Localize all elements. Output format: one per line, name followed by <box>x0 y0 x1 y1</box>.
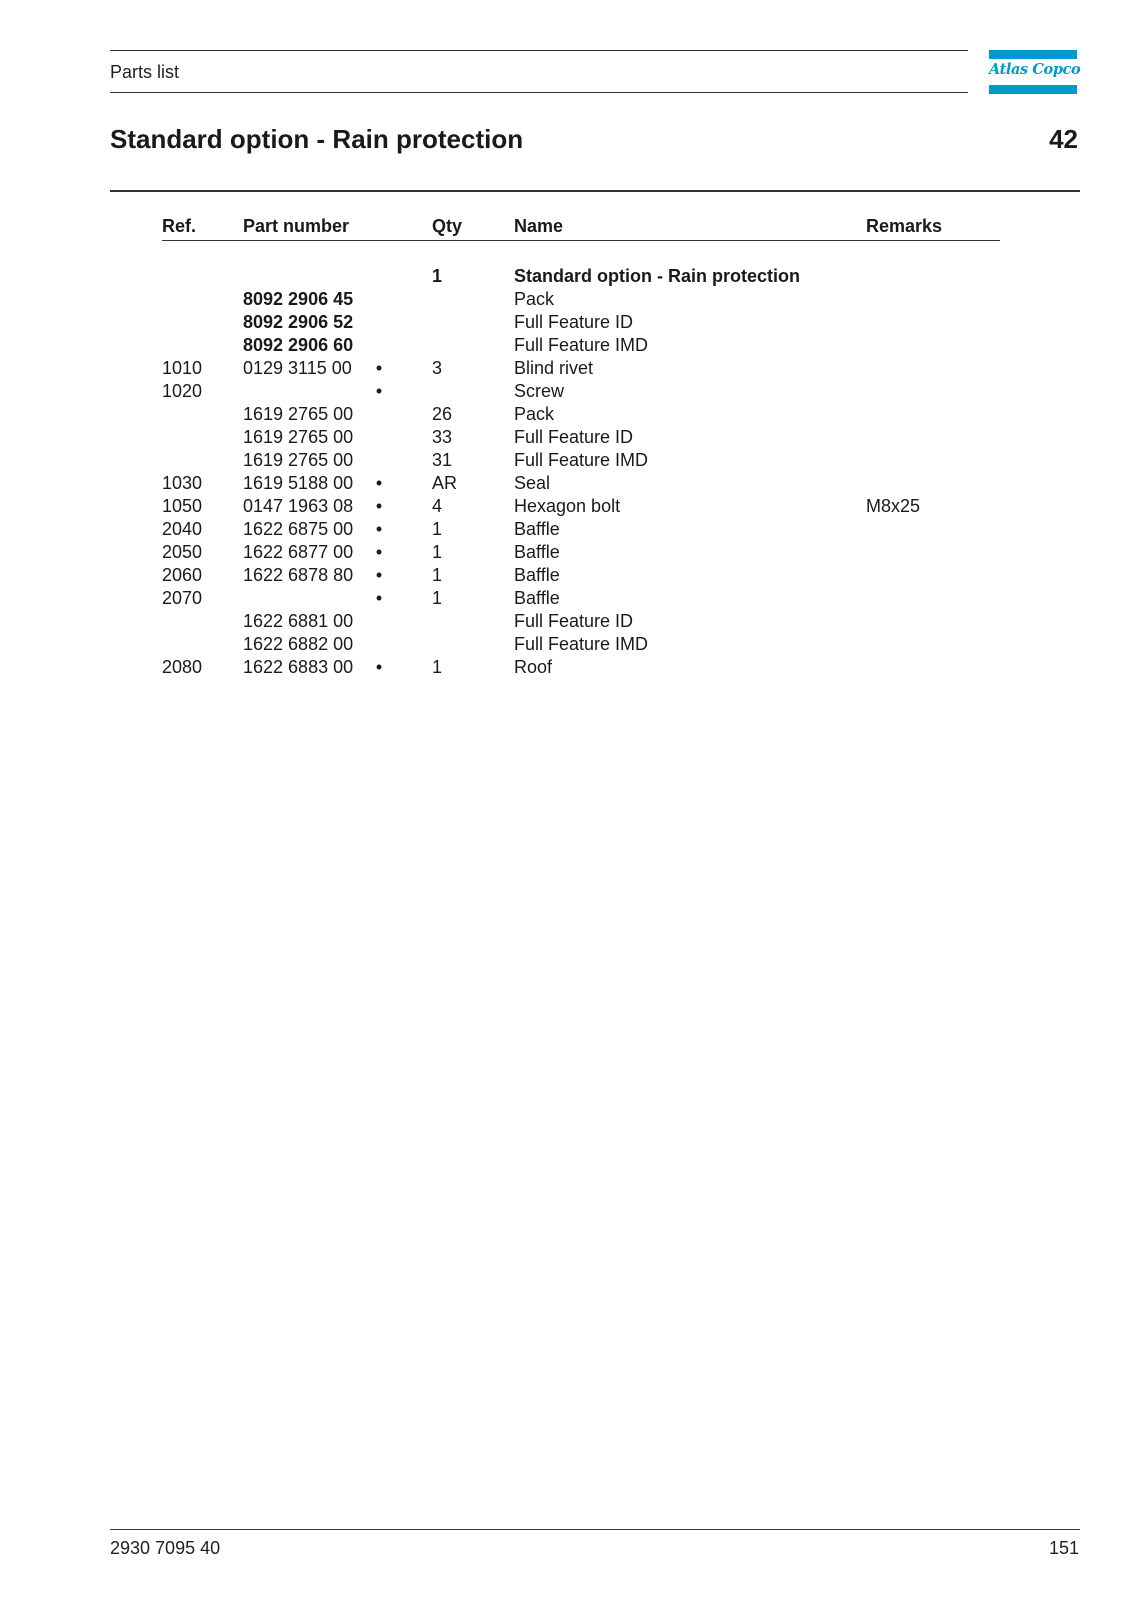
table-row <box>162 518 1000 541</box>
cell-marker: • <box>375 565 383 585</box>
cell-name: Standard option - Rain protection <box>514 266 800 286</box>
column-header-name: Name <box>514 216 564 236</box>
table-body <box>162 265 1000 679</box>
cell-name: Baffle <box>514 565 560 585</box>
document-number: 2930 7095 40 <box>110 1538 221 1558</box>
logo-bottom-bar <box>989 85 1077 94</box>
cell-qty: 1 <box>432 266 443 286</box>
cell-part-number: 8092 2906 45 <box>243 289 354 309</box>
cell-qty: 31 <box>432 450 453 470</box>
cell-qty: 1 <box>432 588 443 608</box>
table-row <box>162 426 1000 449</box>
table-row <box>162 495 1000 518</box>
cell-ref: 2040 <box>162 519 203 539</box>
cell-part-number: 1622 6882 00 <box>243 634 354 654</box>
cell-qty: 4 <box>432 496 443 516</box>
table-header-spacer <box>162 241 1000 265</box>
title-rule <box>110 190 1080 192</box>
cell-name: Full Feature IMD <box>514 450 649 470</box>
table-row <box>162 403 1000 426</box>
cell-part-number: 1622 6877 00 <box>243 542 354 562</box>
table-header-row <box>162 215 1000 241</box>
atlas-copco-logo <box>989 50 1081 94</box>
column-header-ref: Ref. <box>162 216 197 236</box>
table-row <box>162 633 1000 656</box>
cell-ref: 2080 <box>162 657 203 677</box>
cell-name: Hexagon bolt <box>514 496 621 516</box>
cell-part-number: 0129 3115 00 <box>243 358 352 378</box>
table-row <box>162 472 1000 495</box>
table-row <box>162 357 1000 380</box>
table-row <box>162 265 1000 288</box>
table-row <box>162 449 1000 472</box>
cell-marker: • <box>375 381 383 401</box>
cell-ref: 1030 <box>162 473 203 493</box>
cell-name: Blind rivet <box>514 358 594 378</box>
page-title: Standard option - Rain protection <box>110 124 524 154</box>
footer-rule <box>110 1529 1080 1530</box>
table-row <box>162 288 1000 311</box>
cell-name: Roof <box>514 657 553 677</box>
cell-name: Baffle <box>514 542 560 562</box>
cell-qty: AR <box>432 473 458 493</box>
cell-name: Pack <box>514 404 555 424</box>
cell-part-number: 1619 2765 00 <box>243 427 354 447</box>
column-header-qty: Qty <box>432 216 463 236</box>
logo-wordmark: Atlas Copco <box>989 61 1081 78</box>
cell-part-number: 8092 2906 52 <box>243 312 354 332</box>
cell-name: Full Feature ID <box>514 611 634 631</box>
cell-name: Full Feature ID <box>514 312 634 332</box>
header-top-rule <box>110 50 968 51</box>
table-row <box>162 311 1000 334</box>
cell-qty: 33 <box>432 427 453 447</box>
cell-marker: • <box>375 496 383 516</box>
cell-name: Seal <box>514 473 551 493</box>
logo-top-bar <box>989 50 1077 59</box>
cell-marker: • <box>375 542 383 562</box>
cell-name: Baffle <box>514 588 560 608</box>
cell-name: Pack <box>514 289 555 309</box>
cell-ref: 2050 <box>162 542 203 562</box>
column-header-part-number: Part number <box>243 216 350 236</box>
cell-part-number: 1622 6878 80 <box>243 565 354 585</box>
header-bottom-rule <box>110 92 968 93</box>
cell-name: Screw <box>514 381 565 401</box>
cell-part-number: 1619 2765 00 <box>243 404 354 424</box>
table-row <box>162 587 1000 610</box>
table-row <box>162 334 1000 357</box>
cell-part-number: 1622 6883 00 <box>243 657 354 677</box>
cell-part-number: 0147 1963 08 <box>243 496 354 516</box>
cell-name: Full Feature ID <box>514 427 634 447</box>
parts-table <box>162 215 1000 679</box>
cell-ref: 1020 <box>162 381 203 401</box>
page-number: 151 <box>1048 1538 1079 1558</box>
cell-marker: • <box>375 657 383 677</box>
cell-part-number: 8092 2906 60 <box>243 335 354 355</box>
cell-remarks: M8x25 <box>866 496 921 516</box>
section-number: 42 <box>1049 124 1078 154</box>
cell-part-number: 1622 6875 00 <box>243 519 354 539</box>
cell-ref: 1050 <box>162 496 203 516</box>
cell-qty: 1 <box>432 565 443 585</box>
cell-ref: 2070 <box>162 588 203 608</box>
column-header-remarks: Remarks <box>866 216 943 236</box>
cell-marker: • <box>375 473 383 493</box>
cell-qty: 1 <box>432 542 443 562</box>
cell-marker: • <box>375 358 383 378</box>
header-label: Parts list <box>110 62 180 82</box>
cell-ref: 2060 <box>162 565 203 585</box>
cell-qty: 3 <box>432 358 443 378</box>
cell-name: Baffle <box>514 519 560 539</box>
cell-name: Full Feature IMD <box>514 634 649 654</box>
cell-marker: • <box>375 519 383 539</box>
cell-part-number: 1622 6881 00 <box>243 611 354 631</box>
table-row <box>162 610 1000 633</box>
cell-qty: 1 <box>432 657 443 677</box>
cell-name: Full Feature IMD <box>514 335 649 355</box>
cell-part-number: 1619 5188 00 <box>243 473 354 493</box>
table-row <box>162 541 1000 564</box>
table-row <box>162 380 1000 403</box>
table-row <box>162 656 1000 679</box>
cell-qty: 1 <box>432 519 443 539</box>
cell-ref: 1010 <box>162 358 203 378</box>
cell-qty: 26 <box>432 404 453 424</box>
table-row <box>162 564 1000 587</box>
cell-marker: • <box>375 588 383 608</box>
cell-part-number: 1619 2765 00 <box>243 450 354 470</box>
